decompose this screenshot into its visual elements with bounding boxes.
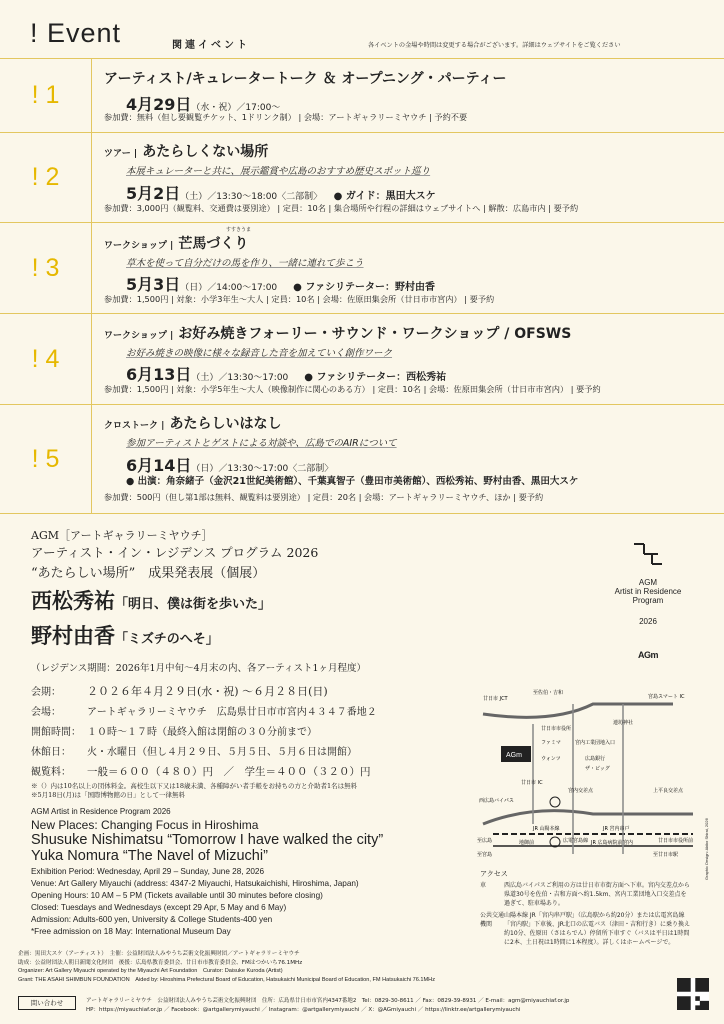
logo-mark-icon <box>630 540 666 568</box>
event-guide: ● ファシリテーター：西松秀祐 <box>304 372 447 383</box>
event-description: 参加アーティストとゲストによる対談や、広島でのAIRについて <box>126 438 397 449</box>
event-date: 6月14日 <box>126 456 192 475</box>
event-time: （土）／13:30～17:00 <box>191 373 289 383</box>
map-label: 宮内 <box>623 840 634 846</box>
event-time: （日）／13:30～17:00〈二部制〉 <box>191 464 334 474</box>
map-label: 廿日市 JCT <box>483 696 508 702</box>
map-label: 上平良交差点 <box>653 788 684 794</box>
work-title-1: 「明日、僕は街を歩いた」 <box>115 597 272 612</box>
detail-row: 観覧料： 一般＝６００（４８０）円 ／ 学生＝４００（３２０）円 <box>31 766 371 778</box>
event-number: ! 5 <box>0 405 92 513</box>
english-artist-2: Yuka Nomura “The Navel of Mizuchi” <box>31 848 268 864</box>
map-label: 西広島バイパス <box>479 798 514 804</box>
map-label: 廿日市市役所前 <box>658 838 694 844</box>
event-info: 参加費：1,500円 | 対象：小学5年生～大人（映像制作に関心のある方） | 定員：10名 | 会場：佐原田集会所（廿日市市宮内） | 要予約 <box>104 384 601 394</box>
event-row-4 <box>0 313 724 404</box>
english-program: AGM Artist in Residence Program 2026 <box>31 807 171 816</box>
artist-name-1: 西松秀祐 <box>31 588 115 613</box>
page-title: ! Event <box>30 18 122 48</box>
event-info: 参加費：3,000円（観覧料、交通費は要別途） | 定員：10名 | 集合場所や行程の詳細はウェブサイトへ | 解散：広島市内 | 要予約 <box>104 203 579 213</box>
detail-row: 会場： アートギャラリーミヤウチ 広島県廿日市市宮内４３４７番地２ <box>31 707 377 718</box>
event-ruby: すすきうま <box>226 227 252 233</box>
event-title: アーティスト/キュレータートーク ＆ オープニング・パーティー <box>104 71 507 87</box>
event-info: 参加費：1,500円 | 対象：小学3年生～大人 | 定員：10名 | 会場：佐原田集会所（廿日市市宮内） | 要予約 <box>104 294 495 304</box>
event-guide: ● 出演：角奈緒子（金沢21世紀美術館）、千葉真智子（豊田市美術館）、西松秀祐、野村由香、黒田大スケ <box>126 476 579 487</box>
agm-label: AGM［アートギャラリーミヤウチ］ <box>31 529 213 542</box>
event-number: ! 4 <box>0 314 92 404</box>
event-title: あたらしいはなし <box>169 416 282 432</box>
map-label: 宮内交差点 <box>568 788 594 794</box>
event-title: お好み焼きフォーリー・サウンド・ワークショップ / OFSWS <box>178 326 572 342</box>
event-description: 本展キュレーターと共に、展示鑑賞や広島のおすすめ歴史スポット巡り <box>126 166 431 177</box>
note: ※5月18日(月)は「国際博物館の日」として一律無料 <box>31 791 185 799</box>
header-note: 各イベントの金場や時間は変更する場合がございます。詳細はウェブサイトをご覧ください <box>368 42 621 49</box>
access-title: アクセス <box>480 870 508 878</box>
event-info: 参加費：無料（但し要観覧チケット、1ドリンク制） | 会場：アートギャラリーミヤウチ | 予約不要 <box>104 112 468 122</box>
event-tag: クロストーク | <box>104 421 165 431</box>
event-guide: ● ガイド：黒田大スケ <box>333 191 436 202</box>
map-label: 廿日市 IC <box>521 780 543 786</box>
note: ※（）内は10名以上の団体料金。高校生以下又は18歳未満、各種障がい者手帳をお持ちの方と介助者1名は無料 <box>31 782 358 790</box>
event-tag: ワークショップ | <box>104 241 174 251</box>
event-date: 5月3日 <box>126 275 181 294</box>
event-description: お好み焼きの映像に様々な録音した音を加えていく創作ワーク <box>126 348 393 359</box>
event-info: 参加費：500円（但し第1部は無料、観覧料は要別途） | 定員：20名 | 会場：アートギャラリーミヤウチ、ほか | 要予約 <box>104 492 544 502</box>
event-date: 5月2日 <box>126 184 181 203</box>
residence-period: （レジデンス期間：2026年1月中旬～4月末の内、各アーティスト1ヶ月程度） <box>31 663 367 674</box>
credits: 企画：黒田大スケ（アーティスト） 主催：公益財団法人みやうち芸術文化振興財団／アートギャラリーミヤウチ 助成：公益財団法人朝日新聞文化財団 後援：広島県教育委員会、廿日市市教育委員会、FMはつかいち76.1MHz Organizer: Art Gallery Miyauchi operated by the Miyauchi Art Foundation Curator: Daisuke Kuroda (Artist) Grant: THE ASAHI SHIMBUN FOUNDATION Aided by: Hiroshima Prefectural Board of Education, Hatsukaichi Municipal Board of Education, FM Hatsukaichi 76.1MHz <box>18 951 435 983</box>
section-subtitle: 関連イベント <box>172 40 250 51</box>
event-title: あたらしくない場所 <box>142 144 269 160</box>
event-time: （日）／14:00～17:00 <box>180 283 278 293</box>
event-time: （土）／13:30～18:00〈二部制〉 <box>180 192 318 202</box>
english-block <box>31 807 471 938</box>
event-row-3 <box>0 222 724 313</box>
map-label: ウォンツ <box>541 756 561 762</box>
map-label: 広島銀行 <box>585 756 606 762</box>
footer-links[interactable]: HP：https://miyauchiaf.or.jp ／ Facebook：@artgallerymiyauchi ／ Instagram：@artgallerymiyauchi ／ X：@AGmiyauchi ／ https://linktr.ee/artgallerymiyauchi <box>86 1007 521 1013</box>
program-title: アーティスト・イン・レジデンス プログラム 2026 <box>31 545 319 560</box>
english-artist-1: Shusuke Nishimatsu “Tomorrow I have walked the city” <box>31 832 384 848</box>
map-label: JR 広島病院前 <box>591 840 623 846</box>
event-number: ! 1 <box>0 59 92 132</box>
artist-name-2: 野村由香 <box>31 623 115 648</box>
map-label: 宮島スマート IC <box>648 694 685 700</box>
map-label: 宮内工業団地入口 <box>575 740 616 746</box>
event-tag: ワークショップ | <box>104 331 174 341</box>
map-label: ファミマ <box>541 740 561 746</box>
event-number: ! 2 <box>0 133 92 222</box>
map-label: 至廿日市駅 <box>653 852 679 858</box>
exhibition-details <box>31 683 461 799</box>
map-label: 廿日市市役所 <box>541 726 572 732</box>
map-label: 連坊神社 <box>613 720 634 726</box>
event-row-1 <box>0 58 724 132</box>
event-number: ! 3 <box>0 223 92 313</box>
map-label: 広電宮島線 <box>563 838 589 844</box>
english-title: New Places: Changing Focus in Hiroshima <box>31 818 259 832</box>
event-guide: ● ファシリテーター：野村由香 <box>293 282 435 293</box>
detail-row: 休館日： 火・水曜日（但し４月２９日、５月５日、５月６日は開館） <box>31 747 357 758</box>
map-label: 至広島 <box>477 838 493 844</box>
event-row-5 <box>0 404 724 514</box>
access-map <box>473 684 703 864</box>
show-title: “あたらしい場所” 成果発表展（個展） <box>31 566 266 581</box>
map-label: 地御前 <box>519 840 535 846</box>
event-date: 6月13日 <box>126 365 192 384</box>
map-gallery-label: AGm <box>506 752 522 759</box>
detail-row: 開館時間： １０時～１７時（最終入館は閉館の３０分前まで） <box>31 727 317 738</box>
detail-row: 会期： ２０２６年４月２９日(水・祝) ～６月２８日(日) <box>31 685 328 698</box>
access-info: アクセス 車 西広島バイパスご利用の方は廿日市市街方面へ下車。宮内交差点から県道30号を佐伯・吉和方面へ約1.5km、宮内工業団地入口交差点を過ぎて、駐車場あり。 公共交通機関 山陽本線 JR「宮内串戸駅」（広島駅から約20分）または広電宮島線「宮内駅」下車後、JR北口の広電バス（津田・吉和行き）に乗り換え約10分、佐原田（さはらでん）停留所下車すぐ（バスは平日は1時間に2本、土日祝は1時間に1本程度）。詳しくはホームページで。 <box>480 870 690 946</box>
map-label: 至佐伯・吉和 <box>533 690 564 696</box>
map-label: ザ・ビッグ <box>585 766 610 772</box>
event-date: 4月29日 <box>126 95 192 114</box>
map-label: 至宮島 <box>477 852 493 858</box>
qr-code-icon[interactable] <box>677 978 709 1010</box>
footer-contact: アートギャラリーミヤウチ 公益財団法人みやうち芸術文化振興財団 住所：広島県廿日市市宮内4347番地2 Tel：0829-30-8611 ／ Fax：0829-39-8931 ／ E-mail：agm@miyauchiaf.or.jp <box>86 998 570 1004</box>
english-details: Exhibition Period: Wednesday, April 29 – Sunday, June 28, 2026 Venue: Art Gallery Miyauchi (address: 4347-2 Miyauchi, Hatsukaichishi, Hiroshima, Japan) Opening Hours: 10 AM – 5 PM (Tickets available until 30 minutes before closing) Closed: Tuesdays and Wednesdays (except 29 Apr, 5 May and 6 May) Admission: Adults-600 yen, University & College Students-400 yen *Free admission on 18 May: International Museum Day <box>31 867 359 936</box>
map-label: JR 山陽本線 <box>533 826 560 832</box>
work-title-2: 「ミズチのへそ」 <box>115 632 219 647</box>
event-row-2 <box>0 132 724 222</box>
contact-label: 問い合わせ <box>18 996 76 1010</box>
map-label: JR 宮内串戸 <box>603 826 630 832</box>
agm-logo: AGM Artist in Residence Program 2026 AGm <box>608 540 688 660</box>
event-title: 芒馬づくり <box>178 236 249 252</box>
event-tag: ツアー | <box>104 149 138 159</box>
event-time: （水・祝）／17:00～ <box>191 103 281 113</box>
design-credit: Graphic Design: Akiko Shirai, 2026 <box>704 818 709 880</box>
event-description: 草木を使って自分だけの馬を作り、一緒に連れて歩こう <box>126 258 364 269</box>
